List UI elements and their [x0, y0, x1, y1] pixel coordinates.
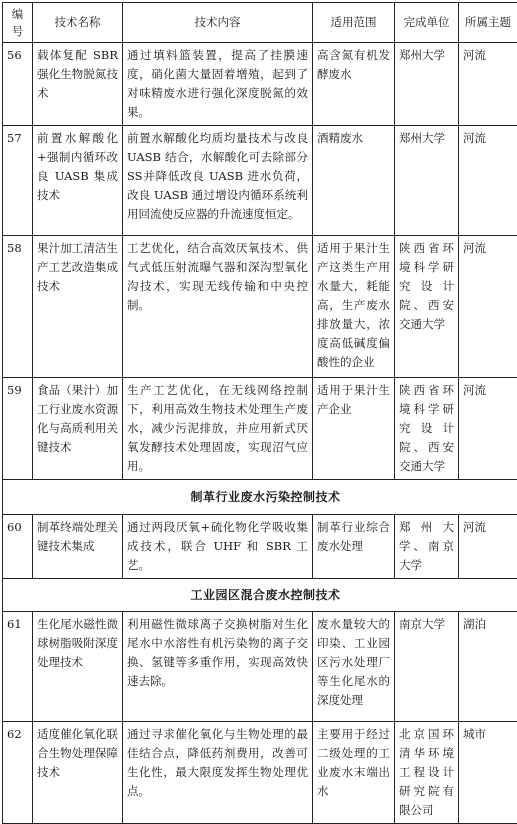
row-unit: 南京大学: [395, 612, 459, 722]
row-name: 载体复配 SBR 强化生物脱氮技术: [33, 43, 123, 126]
row-content: 通过寻求催化氧化与生物处理的最佳结合点，降低药剂费用，改善可生化性，最大限度发挥生物处理优点。: [123, 722, 313, 824]
header-name: 技术名称: [33, 3, 123, 43]
section-row: [3, 480, 517, 515]
row-name: 前置水解酸化+强制内循环改良 UASB 集成技术: [33, 126, 123, 236]
technology-table: [2, 2, 517, 824]
row-content: 通过两段厌氧+硫化物化学吸收集成技术，联合 UHF 和 SBR 工艺。: [123, 515, 313, 579]
row-content: 工艺优化，结合高效厌氧技术、供气式低压射流曝气器和深沟型氧化沟技术，实现无线传输和中央控制。: [123, 236, 313, 378]
row-topic: 湖泊: [459, 612, 517, 722]
row-topic: 河流: [459, 236, 517, 378]
row-unit: 陕西省环境科学研究设计院、西安交通大学: [395, 378, 459, 480]
header-unit: 完成单位: [395, 3, 459, 43]
row-scope: 适用于果汁生产企业: [313, 378, 395, 480]
table-row: [3, 378, 517, 480]
row-no: 61: [3, 612, 33, 722]
section-title: 制革行业废水污染控制技术: [3, 480, 517, 515]
row-unit: 郑州大学、南京大学: [395, 515, 459, 579]
row-topic: 河流: [459, 378, 517, 480]
row-scope: 适用于果汁生产这类生产用水量大，耗能高，生产废水排放量大，浓度高低碱度偏酸性的企业: [313, 236, 395, 378]
row-name: 果汁加工清洁生产工艺改造集成技术: [33, 236, 123, 378]
row-no: 57: [3, 126, 33, 236]
row-scope: 制革行业综合废水处理: [313, 515, 395, 579]
row-topic: 河流: [459, 43, 517, 126]
table-row: [3, 612, 517, 722]
row-unit: 陕西省环境科学研究设计院、西安交通大学: [395, 236, 459, 378]
row-no: 62: [3, 722, 33, 824]
row-content: 生产工艺优化，在无线网络控制下，利用高效生物技术处理生产废水，减少污泥排放，并应用新式厌氧发酵技术处理固废，实现沼气应用。: [123, 378, 313, 480]
row-name: 生化尾水磁性微球树脂吸附深度处理技术: [33, 612, 123, 722]
table-header-row: [3, 3, 517, 43]
table-row: [3, 722, 517, 824]
row-topic: 河流: [459, 126, 517, 236]
row-no: 58: [3, 236, 33, 378]
row-name: 制革终端处理关键技术集成: [33, 515, 123, 579]
row-no: 56: [3, 43, 33, 126]
section-title: 工业园区混合废水控制技术: [3, 579, 517, 612]
row-no: 59: [3, 378, 33, 480]
row-no: 60: [3, 515, 33, 579]
table-row: [3, 126, 517, 236]
row-scope: 高含氮有机发酵废水: [313, 43, 395, 126]
row-unit: 郑州大学: [395, 43, 459, 126]
row-name: 食品（果汁）加工行业废水资源化与高质利用关键技术: [33, 378, 123, 480]
row-topic: 城市: [459, 722, 517, 824]
row-scope: 废水量较大的印染、工业园区污水处理厂等生化尾水的深度处理: [313, 612, 395, 722]
header-topic: 所属主题: [459, 3, 517, 43]
row-scope: 酒精废水: [313, 126, 395, 236]
row-content: 前置水解酸化均质均量技术与改良 UASB 结合，水解酸化可去除部分SS并降低改良 UASB 进水负荷，改良 UASB 通过增设内循环系统利用回流使反应器的升流速度恒定。: [123, 126, 313, 236]
section-row: [3, 579, 517, 612]
header-scope: 适用范围: [313, 3, 395, 43]
row-topic: 河流: [459, 515, 517, 579]
row-unit: 郑州大学: [395, 126, 459, 236]
row-unit: 北京国环清华环境工程设计研究院有限公司: [395, 722, 459, 824]
row-content: 利用磁性微球离子交换树脂对生化尾水中水溶性有机污染物的离子交换、氢键等多重作用，实现高效快速去除。: [123, 612, 313, 722]
table-row: [3, 515, 517, 579]
row-content: 通过填料篮装置，提高了挂膜速度，硝化菌大量固着增殖，起到了对味精废水进行强化深度脱氮的效果。: [123, 43, 313, 126]
row-scope: 主要用于经过二级处理的工业废水末端出水: [313, 722, 395, 824]
table-row: [3, 236, 517, 378]
header-content: 技术内容: [123, 3, 313, 43]
row-name: 适度催化氧化联合生物处理保障技术: [33, 722, 123, 824]
table-row: [3, 43, 517, 126]
header-no: 编号: [3, 3, 33, 43]
